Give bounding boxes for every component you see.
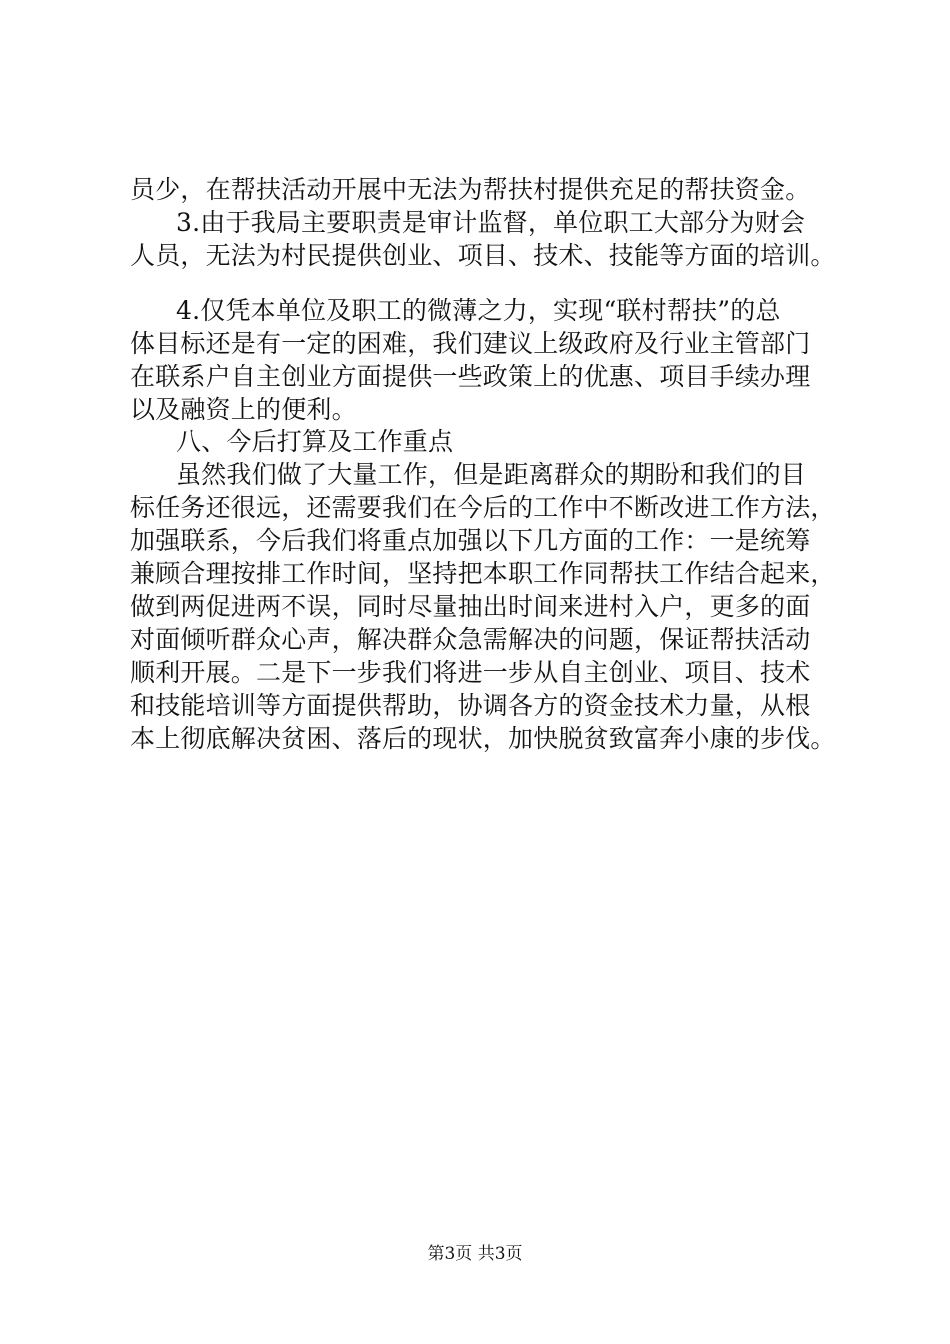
- paragraph-line: 本上彻底解决贫困、落后的现状，加快脱贫致富奔小康的步伐。: [130, 724, 836, 753]
- page-number-footer: 第3页 共3页: [427, 1244, 523, 1264]
- paragraph-line: 做到两促进两不误，同时尽量抽出时间来进村入户，更多的面: [130, 592, 811, 621]
- paragraph-line: 以及融资上的便利。: [130, 395, 357, 424]
- paragraph-line: 和技能培训等方面提供帮助，协调各方的资金技术力量，从根: [130, 691, 811, 720]
- paragraph-line: 顺利开展。二是下一步我们将进一步从自主创业、项目、技术: [130, 658, 811, 687]
- paragraph-line: 虽然我们做了大量工作，但是距离群众的期盼和我们的目: [176, 460, 807, 489]
- paragraph-line: 在联系户自主创业方面提供一些政策上的优惠、项目手续办理: [130, 362, 811, 391]
- paragraph-line: 兼顾合理按排工作时间，坚持把本职工作同帮扶工作结合起来，: [130, 559, 836, 588]
- paragraph-line: 3.由于我局主要职责是审计监督，单位职工大部分为财会: [176, 208, 806, 237]
- paragraph-line: 4.仅凭本单位及职工的微薄之力，实现“联村帮扶”的总: [176, 296, 781, 325]
- paragraph-line: 对面倾听群众心声，解决群众急需解决的问题，保证帮扶活动: [130, 625, 811, 654]
- section-heading: 八、今后打算及工作重点: [176, 427, 454, 456]
- paragraph-line: 体目标还是有一定的困难，我们建议上级政府及行业主管部门: [130, 329, 811, 358]
- paragraph-line: 人员，无法为村民提供创业、项目、技术、技能等方面的培训。: [130, 241, 836, 270]
- paragraph-line: 标任务还很远，还需要我们在今后的工作中不断改进工作方法，: [130, 493, 836, 522]
- paragraph-line: 加强联系，今后我们将重点加强以下几方面的工作：一是统筹: [130, 526, 811, 555]
- paragraph-line: 员少，在帮扶活动开展中无法为帮扶村提供充足的帮扶资金。: [130, 175, 811, 204]
